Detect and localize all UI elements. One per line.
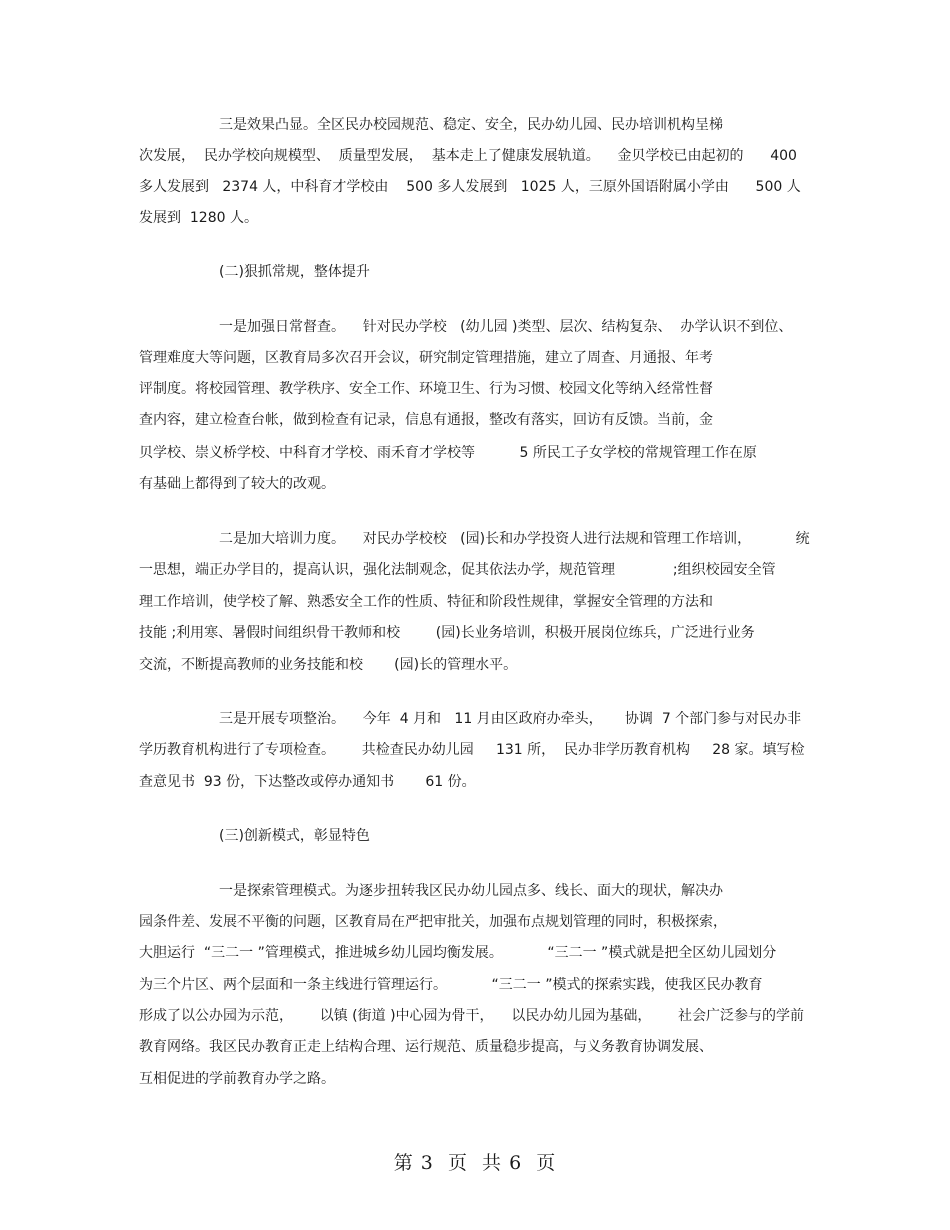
text-line: 园条件差、发展不平衡的问题，区教育局在严把审批关，加强布点规划管理的同时，积极探索， <box>139 914 727 930</box>
section-heading: (三)创新模式，彰显特色 <box>219 828 370 844</box>
text-line: 多人发展到 2374 人，中科育才学校由 500 多人发展到 1025 人，三原外国语附属小学由 500 人 <box>139 179 801 195</box>
text-line: 评制度。将校园管理、教学秩序、安全工作、环境卫生、行为习惯、校园文化等纳入经常性督 <box>139 381 713 397</box>
text-line: 二是加大培训力度。 对民办学校校 (园)长和办学投资人进行法规和管理工作培训， 统 <box>219 531 810 547</box>
text-line: 为三个片区、两个层面和一条主线进行管理运行。 “三二一 ”模式的探索实践，使我区民办教育 <box>139 977 763 993</box>
text-line: 一是加强日常督查。 针对民办学校 (幼儿园 )类型、层次、结构复杂、 办学认识不到位、 <box>219 319 793 335</box>
text-line: 教育网络。我区民办教育正走上结构合理、运行规范、质量稳步提高，与义务教育协调发展、 <box>139 1039 713 1055</box>
text-line: 查意见书 93 份，下达整改或停办通知书 61 份。 <box>139 774 476 790</box>
text-line: 一是探索管理模式。为逐步扭转我区民办幼儿园点多、线长、面大的现状，解决办 <box>219 883 723 899</box>
text-line: 管理难度大等问题，区教育局多次召开会议，研究制定管理措施，建立了周查、月通报、年考 <box>139 350 713 366</box>
text-line: 发展到 1280 人。 <box>139 210 258 226</box>
text-line: 互相促进的学前教育办学之路。 <box>139 1071 335 1087</box>
text-line: 三是效果凸显。全区民办校园规范、稳定、安全，民办幼儿园、民办培训机构呈梯 <box>219 117 723 133</box>
text-line: 学历教育机构进行了专项检查。 共检查民办幼儿园 131 所， 民办非学历教育机构 28 家。填写检 <box>139 742 805 758</box>
text-line: 次发展， 民办学校向规模型、 质量型发展， 基本走上了健康发展轨道。 金贝学校已由起初的 400 <box>139 148 797 164</box>
text-line: 查内容，建立检查台帐，做到检查有记录，信息有通报，整改有落实，回访有反馈。当前，金 <box>139 412 713 428</box>
text-line: 三是开展专项整治。 今年 4 月和 11 月由区政府办牵头， 协调 7 个部门参与对民办非 <box>219 711 802 727</box>
text-line: 一思想，端正办学目的，提高认识，强化法制观念，促其依法办学，规范管理 ;组织校园安全管 <box>139 562 776 578</box>
section-heading: (二)狠抓常规，整体提升 <box>219 264 370 280</box>
page-number-footer: 第 3 页 共 6 页 <box>393 1152 557 1174</box>
text-line: 技能 ;利用寒、暑假时间组织骨干教师和校 (园)长业务培训，积极开展岗位练兵，广泛进行业务 <box>139 625 755 641</box>
text-line: 大胆运行 “三二一 ”管理模式，推进城乡幼儿园均衡发展。 “三二一 ”模式就是把全区幼儿园划分 <box>139 945 777 961</box>
text-line: 理工作培训，使学校了解、熟悉安全工作的性质、特征和阶段性规律，掌握安全管理的方法和 <box>139 594 713 610</box>
text-line: 有基础上都得到了较大的改观。 <box>139 476 335 492</box>
text-line: 贝学校、崇义桥学校、中科育才学校、雨禾育才学校等 5 所民工子女学校的常规管理工作在原 <box>139 445 757 461</box>
text-line: 交流，不断提高教师的业务技能和校 (园)长的管理水平。 <box>139 657 518 673</box>
text-line: 形成了以公办园为示范， 以镇 (街道 )中心园为骨干， 以民办幼儿园为基础， 社会广泛参与的学前 <box>139 1008 805 1024</box>
